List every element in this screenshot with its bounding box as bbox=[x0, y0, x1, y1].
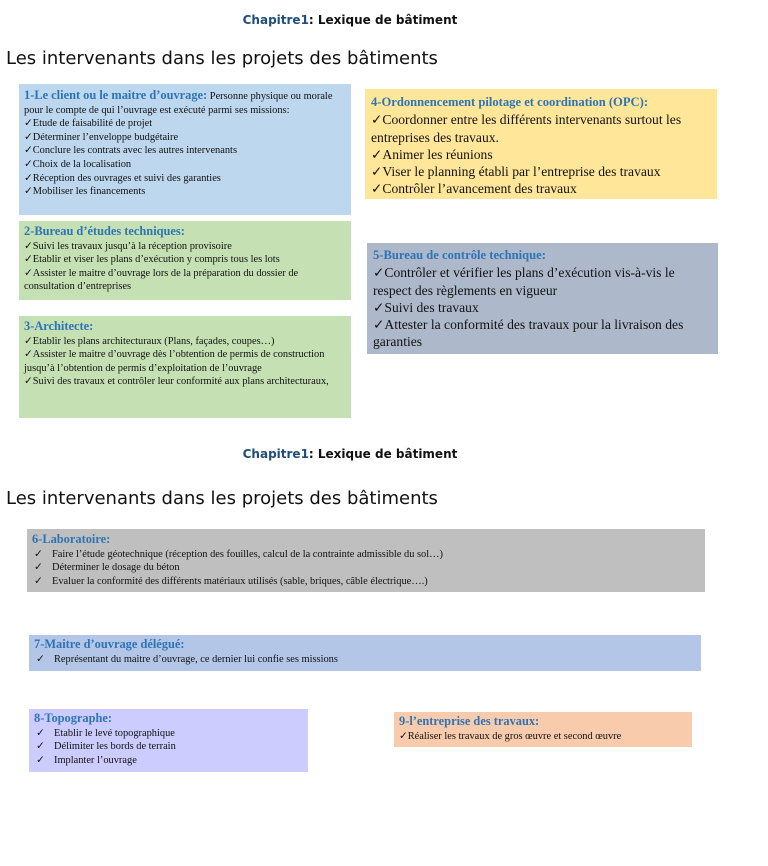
box-title: 9-l’entreprise des travaux: bbox=[399, 714, 540, 728]
list-item: ✓ Assister le maitre d’ouvrage dès l’obtention de permis de construction jusqu’à l’obtention de permis d’exploitation de l’ouvrage bbox=[24, 348, 346, 375]
box-maitre-ouvrage-delegue bbox=[29, 635, 701, 671]
box-controle-technique bbox=[367, 243, 718, 354]
chapter-number: Chapitre1 bbox=[242, 447, 309, 461]
list-item: ✓ Mobiliser les financements bbox=[24, 185, 346, 199]
list-item: ✓ Réception des ouvrages et suivi des garanties bbox=[24, 172, 346, 186]
box-title: 6-Laboratoire: bbox=[32, 532, 111, 546]
box-bureau-etudes bbox=[19, 221, 351, 300]
box-description: Personne physique ou morale pour le compte de qui l’ouvrage est exécuté parmi ses missions: bbox=[24, 91, 333, 116]
list-item: ✓ Etablir les plans architecturaux (Plans, façades, coupes…) bbox=[24, 335, 346, 349]
box-title: 8-Topographe: bbox=[34, 711, 113, 725]
list-item: ✓ Suivi des travaux et contrôler leur conformité aux plans architecturaux, bbox=[24, 375, 346, 389]
box-title: 3-Architecte: bbox=[24, 319, 94, 333]
list-item: ✓ Viser le planning établi par l’entreprise des travaux bbox=[371, 163, 712, 180]
list-item: ✓ Implanter l’ouvrage bbox=[34, 754, 303, 768]
box-title: 4-Ordonnencement pilotage et coordination (OPC): bbox=[371, 95, 649, 109]
list-item: ✓ Evaluer la conformité des différents matériaux utilisés (sable, briques, câble électrique….) bbox=[32, 575, 700, 589]
list-item: ✓ Suivi des travaux bbox=[373, 299, 713, 316]
box-laboratoire bbox=[27, 529, 705, 592]
page-heading: Les intervenants dans les projets des bâtiments bbox=[6, 48, 438, 69]
list-item: ✓ Choix de la localisation bbox=[24, 158, 346, 172]
list-item: ✓ Coordonner entre les différents intervenants surtout les entreprises des travaux. bbox=[371, 111, 712, 146]
box-topographe bbox=[29, 709, 308, 772]
list-item: ✓ Représentant du maitre d’ouvrage, ce dernier lui confie ses missions bbox=[34, 653, 696, 667]
box-title: 2-Bureau d’études techniques: bbox=[24, 224, 185, 238]
box-title: 1-Le client ou le maitre d’ouvrage: bbox=[24, 88, 208, 102]
box-architecte bbox=[19, 316, 351, 418]
list-item: ✓ Etablir le levé topographique bbox=[34, 727, 303, 741]
chapter-label: : Lexique de bâtiment bbox=[308, 447, 458, 461]
list-item: ✓ Contrôler et vérifier les plans d’exécution vis-à-vis le respect des règlements en vigueur bbox=[373, 264, 713, 299]
chapter-title bbox=[0, 447, 700, 461]
list-item: ✓ Conclure les contrats avec les autres intervenants bbox=[24, 144, 346, 158]
list-item: ✓ Réaliser les travaux de gros œuvre et second œuvre bbox=[399, 730, 687, 744]
box-entreprise-travaux bbox=[394, 712, 692, 747]
list-item: ✓ Attester la conformité des travaux pour la livraison des garanties bbox=[373, 316, 713, 351]
box-title: 5-Bureau de contrôle technique: bbox=[373, 248, 546, 262]
list-item: ✓ Etude de faisabilité de projet bbox=[24, 117, 346, 131]
list-item: ✓ Déterminer le dosage du béton bbox=[32, 561, 700, 575]
box-opc bbox=[365, 89, 717, 199]
page-heading: Les intervenants dans les projets des bâtiments bbox=[6, 488, 438, 509]
box-client bbox=[19, 84, 351, 215]
list-item: ✓ Suivi les travaux jusqu’à la réception provisoire bbox=[24, 240, 346, 254]
chapter-title bbox=[0, 13, 700, 27]
chapter-label: : Lexique de bâtiment bbox=[308, 13, 458, 27]
box-title: 7-Maitre d’ouvrage délégué: bbox=[34, 637, 185, 651]
list-item: ✓ Contrôler l’avancement des travaux bbox=[371, 180, 712, 197]
list-item: ✓ Faire l’étude géotechnique (réception des fouilles, calcul de la contrainte admissible du sol…) bbox=[32, 548, 700, 562]
list-item: ✓ Délimiter les bords de terrain bbox=[34, 740, 303, 754]
list-item: ✓ Animer les réunions bbox=[371, 146, 712, 163]
list-item: ✓ Assister le maitre d’ouvrage lors de la préparation du dossier de consultation d’entreprises bbox=[24, 267, 346, 294]
chapter-number: Chapitre1 bbox=[242, 13, 309, 27]
list-item: ✓ Déterminer l’enveloppe budgétaire bbox=[24, 131, 346, 145]
list-item: ✓ Etablir et viser les plans d’exécution y compris tous les lots bbox=[24, 253, 346, 267]
